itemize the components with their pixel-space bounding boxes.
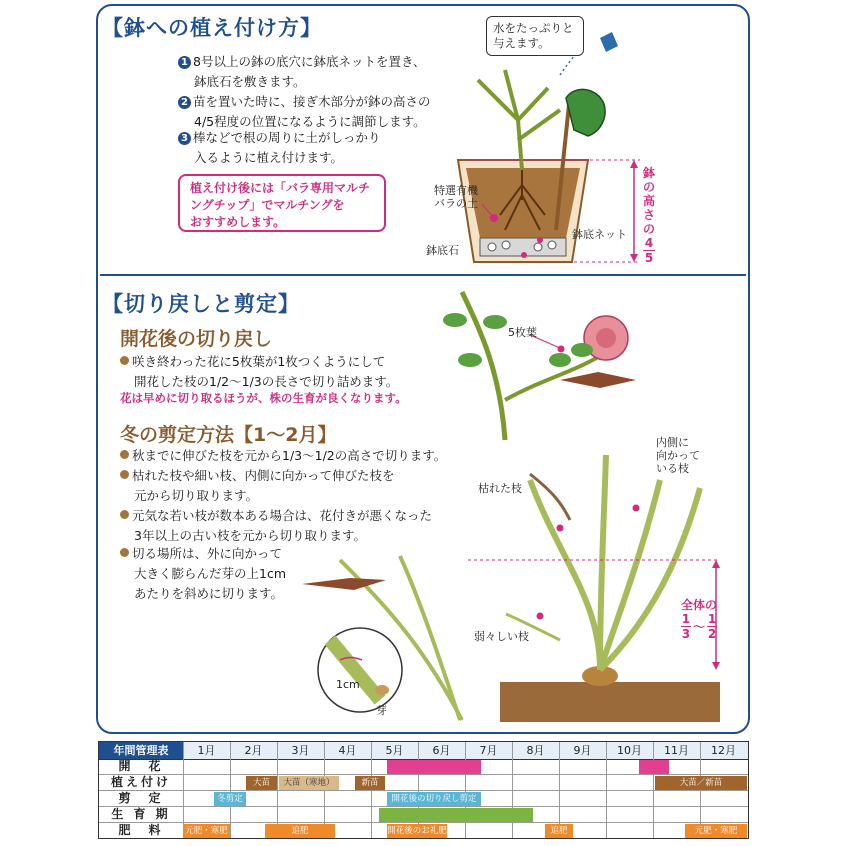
row-growth: 生 育 期: [111, 807, 171, 821]
label-line: 特選有機: [434, 184, 478, 197]
label-line: バラの土: [434, 197, 478, 210]
row-pruning: 剪 定: [118, 791, 164, 805]
step-number: 1: [178, 56, 191, 69]
fert-bar: 元肥・寒肥: [685, 824, 747, 838]
winter-item-3: [120, 506, 432, 546]
text-line: 咲き終わった花に5枚葉が1枚つくようにして: [132, 354, 386, 369]
plant-bar: 大苗／新苗: [655, 776, 747, 790]
weak-branch-label: 弱々しい枝: [474, 630, 529, 643]
net-label: 鉢底ネット: [572, 228, 627, 241]
month-3: 3月: [291, 744, 310, 757]
step-number: 2: [178, 96, 191, 109]
fraction-1: [681, 612, 691, 641]
calendar-title: 年間管理表: [99, 742, 183, 759]
bubble-line: 水をたっぷりと: [493, 21, 574, 35]
month-5: 5月: [385, 744, 404, 757]
bubble-line: 与えます。: [493, 36, 550, 50]
winter-subtitle: 冬の剪定方法【1〜2月】: [120, 424, 337, 446]
cutback-subtitle: 開花後の切り戻し: [120, 328, 273, 350]
cutback-note: 花は早めに切り取るほうが、株の生育が良くなります。: [120, 391, 407, 405]
text-line: 開花した枝の1/2〜1/3の長さで切り詰めます。: [134, 374, 399, 389]
bullet: [120, 356, 129, 365]
note-line: おすすめします。: [190, 215, 286, 229]
month-9: 9月: [573, 744, 592, 757]
month-7: 7月: [479, 744, 498, 757]
char: さ: [642, 208, 655, 222]
winter-item-1: [120, 446, 446, 466]
pot-height-label: [642, 166, 656, 265]
fert-bar: 開花後のお礼肥: [387, 826, 447, 836]
tilde: 〜: [692, 619, 705, 634]
five-leaf-label: 5枚葉: [508, 326, 537, 339]
step-text: 入るように植え付けます。: [194, 150, 344, 165]
month-10: 10月: [617, 744, 642, 757]
step-1: [178, 52, 425, 92]
month-11: 11月: [664, 744, 689, 757]
fraction-denominator: 5: [644, 251, 654, 265]
prune-bar: 冬剪定: [214, 792, 246, 806]
month-4: 4月: [338, 744, 357, 757]
text-line: 元気な若い枝が数本ある場合は、花付きが悪くなった: [132, 508, 433, 523]
month-8: 8月: [526, 744, 545, 757]
soil-label: [404, 184, 478, 210]
fert-bar: 追肥: [265, 824, 335, 838]
inner-branch-label: [656, 436, 700, 475]
fraction-denominator: 2: [707, 627, 717, 641]
fert-bar: 元肥・寒肥: [183, 824, 230, 838]
whole-ratio-label: [672, 598, 726, 641]
note-line: ングチップ」でマルチングを: [190, 198, 345, 212]
water-bubble: [486, 16, 584, 56]
cutback-text: [120, 352, 398, 392]
note-line: 植え付け後には「バラ専用マルチ: [190, 181, 371, 195]
stone-label: 鉢底石: [426, 244, 459, 257]
plant-bar: 新苗: [355, 776, 385, 790]
text-line: 元から切り取ります。: [134, 488, 259, 503]
step-3: [178, 128, 381, 168]
section2-title: 【切り戻しと剪定】: [102, 292, 300, 316]
label-line: 内側に: [656, 436, 689, 449]
step-text: 棒などで根の周りに土がしっかり: [193, 130, 381, 145]
char: 高: [642, 194, 655, 208]
winter-item-4: [120, 544, 286, 604]
plant-bar: 大苗（寒地）: [279, 776, 339, 790]
fraction-numerator: 4: [644, 236, 654, 250]
dead-branch-label: 枯れた枝: [478, 482, 522, 495]
step-text: 苗を置いた時に、接ぎ木部分が鉢の高さの: [193, 94, 431, 109]
fert-bar: 追肥: [545, 824, 573, 838]
bullet: [120, 470, 129, 479]
bloom-bar: [387, 760, 481, 774]
step-text: 4/5程度の位置になるように調節します。: [194, 114, 426, 129]
text-line: 大きく膨らんだ芽の上1cm: [134, 566, 287, 581]
annual-calendar: [98, 741, 749, 839]
char: の: [642, 222, 655, 236]
rose-cutback-illustration: [443, 292, 636, 440]
month-6: 6月: [432, 744, 451, 757]
ratio-fractions: [672, 612, 726, 641]
fraction-2: [707, 612, 717, 641]
row-bloom: 開 花: [118, 759, 164, 773]
fraction-numerator: 1: [681, 612, 691, 626]
month-12: 12月: [711, 744, 736, 757]
fraction-numerator: 1: [707, 612, 717, 626]
winter-item-2: [120, 466, 395, 506]
mulching-note: [178, 174, 386, 232]
step-text: 鉢底石を敷きます。: [194, 74, 306, 89]
text-line: 枯れた枝や細い枝、内側に向かって伸びた枝を: [132, 468, 395, 483]
label-line: いる枝: [656, 462, 689, 475]
growth-bar: [379, 808, 533, 822]
plant-bar: 大苗: [246, 776, 277, 790]
step-number: 3: [178, 132, 191, 145]
char: の: [642, 180, 655, 194]
one-cm-label: 1cm: [336, 678, 360, 691]
label-line: 全体の: [680, 598, 717, 612]
row-fertilizer: 肥 料: [118, 823, 164, 837]
label-line: 向かって: [656, 449, 700, 462]
bloom-bar: [639, 760, 669, 774]
row-planting: 植え付け: [110, 775, 171, 789]
bullet: [120, 450, 129, 459]
text-line: 秋までに伸びた枝を元から1/3〜1/2の高さで切ります。: [132, 448, 447, 463]
bullet: [120, 548, 129, 557]
char: 鉢: [642, 166, 655, 180]
text-line: あたりを斜めに切ります。: [134, 586, 284, 601]
bullet: [120, 510, 129, 519]
text-line: 切る場所は、外に向かって: [132, 546, 283, 561]
month-1: 1月: [197, 744, 216, 757]
text-line: 3年以上の古い枝を元から切り取ります。: [134, 528, 366, 543]
section1-title: 【鉢への植え付け方】: [102, 16, 322, 40]
step-2: [178, 92, 431, 132]
prune-bar: 開花後の切り戻し剪定: [387, 792, 481, 806]
fraction-denominator: 3: [681, 627, 691, 641]
bud-label: 芽: [376, 704, 387, 717]
month-2: 2月: [244, 744, 263, 757]
step-text: 8号以上の鉢の底穴に鉢底ネットを置き、: [193, 54, 426, 69]
